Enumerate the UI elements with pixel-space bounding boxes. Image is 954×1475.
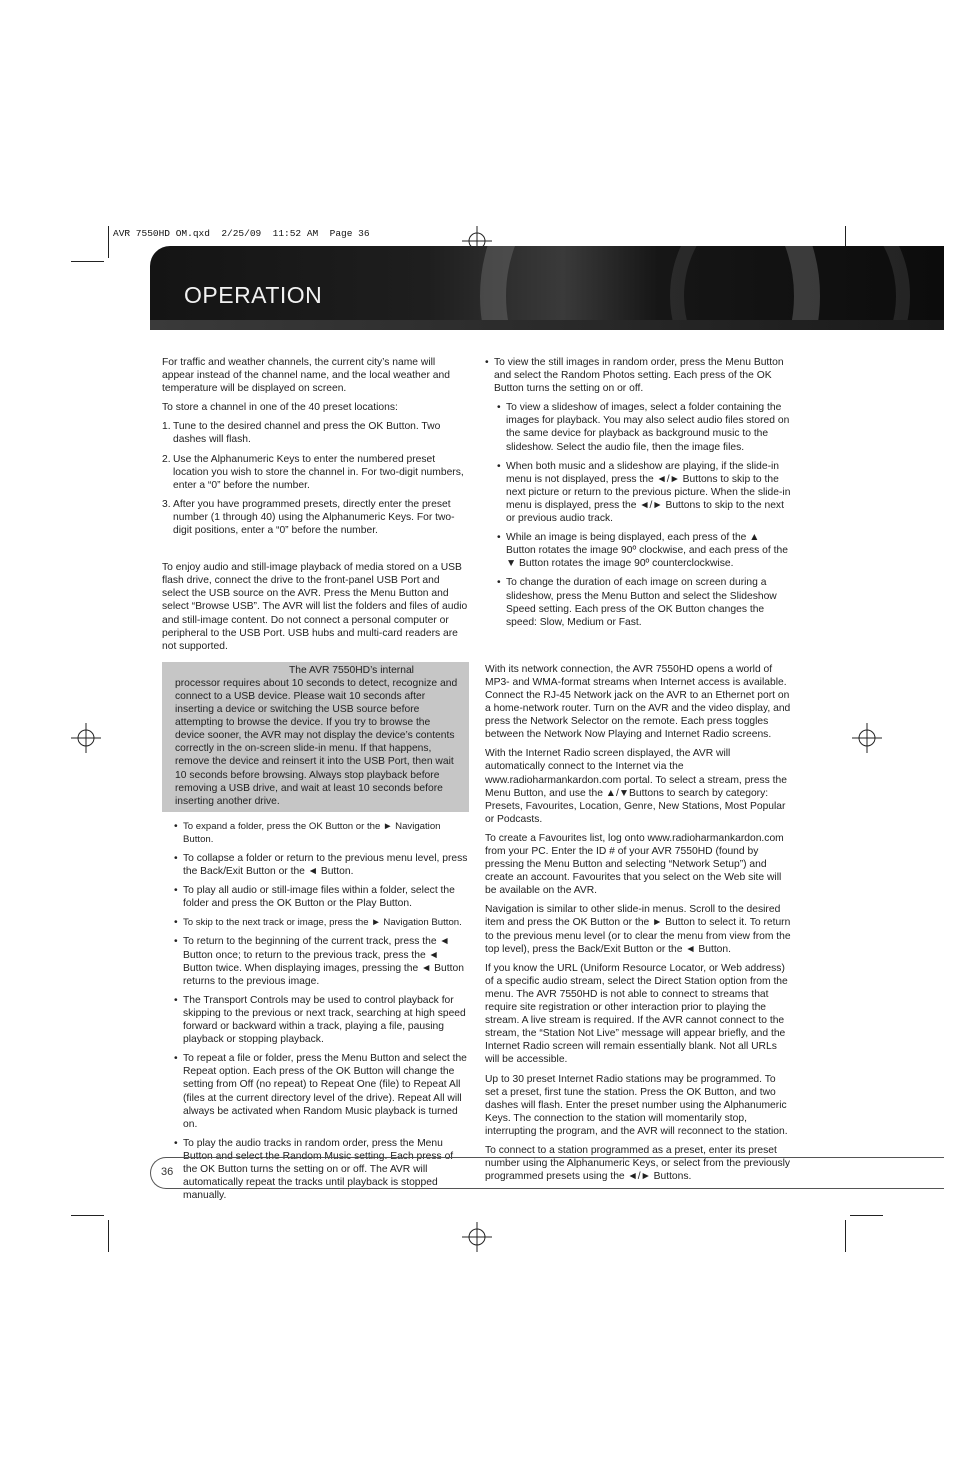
note-box <box>162 662 469 812</box>
footer-bar <box>150 1157 944 1189</box>
list-item-text: To change the duration of each image on screen during a slideshow, press the Menu Button and select the Slideshow Speed setting. Each press of the OK Button changes the speed: Slow, Medium or Fast. <box>506 577 777 628</box>
list-item: • To change the duration of each image on screen during a slideshow, press the Menu Button and select the Slideshow Speed setting. Each press of the OK Button changes the speed: Slow, Medium or Fast. <box>497 577 777 628</box>
crop-mark <box>850 1215 883 1216</box>
list-item-text: To collapse a folder or return to the previous menu level, press the Back/Exit Button or the ◄ Button. <box>183 853 468 878</box>
list-item-text: The Transport Controls may be used to control playback for skipping to the previous or next track, searching at high speed forward or backward within a track, playing a file, pausing playback or stopping playback. <box>183 994 466 1046</box>
registration-mark-icon <box>462 1222 492 1252</box>
list-item: • To view the still images in random order, press the Menu Button and select the Random Photos setting. Each press of the OK Button turns the setting on or off. <box>485 357 784 395</box>
page-number: 36 <box>161 1166 174 1178</box>
list-item-text: When both music and a slideshow are playing, if the slide-in menu is not displayed, press the ◄/► Buttons to skip to the next picture or return to the previous picture. When the slide-in menu is displayed, press the ◄/► Buttons to skip to the next or previous audio track. <box>506 460 791 525</box>
list-item: • To expand a folder, press the OK Button or the ► Navigation Button. <box>174 820 441 845</box>
list-item-text: To view a slideshow of images, select a folder containing the images for playback. You may also select audio files stored on the same device for playback as background music to the slideshow. Select the audio file, then the image files. <box>506 402 790 453</box>
paragraph: To enjoy audio and still-image playback of media stored on a USB flash drive, connect the drive to the front-panel USB Port and select the USB source on the AVR. Press the Menu Button and select “Browse USB”. The AVR will list the folders and files of audio and still-image content. Do not connect a personal computer or peripheral to the USB Port. USB hubs and multi-card readers are not supported. <box>162 562 468 652</box>
list-item-text: Use the Alphanumeric Keys to enter the numbered preset location you wish to store the channel in. For two-digit numbers, enter a “0” before the number. <box>173 453 464 491</box>
list-item-text: To view the still images in random order, press the Menu Button and select the Random Photos setting. Each press of the OK Button turns the setting on or off. <box>494 357 784 395</box>
list-item-text: To play the audio tracks in random order, press the Menu Button and select the Random Music setting. Each press of the OK Button turns the setting on or off. The AVR will automatically repeat the tracks until playback is stopped manually. <box>183 1137 454 1202</box>
left-column <box>162 356 469 1208</box>
sub-bullet-list <box>497 401 791 629</box>
list-number: 3. <box>162 498 171 510</box>
paragraph: To store a channel in one of the 40 preset locations: <box>162 402 398 414</box>
paragraph: If you know the URL (Uniform Resource Locator, or Web address) of a specific audio stream, select the Direct Station option from the menu. The AVR 7550HD is not able to connect to streams that require site registration or other interaction prior to playing the stream. A live stream is required. If the AVR cannot connect to the stream, the “Station Not Live” message will appear briefly, and the Internet Radio screen will remain essentially blank. Not all URLs will be accessible. <box>485 962 788 1066</box>
list-item-text: To expand a folder, press the OK Button or the ► Navigation Button. <box>183 820 441 845</box>
list-item <box>162 498 469 537</box>
list-item: • To return to the beginning of the current track, press the ◄ Button once; to return to the previous track, press the ◄ Button twice. When displaying images, pressing the ◄ Button returns to the previous image. <box>174 936 464 987</box>
crop-mark <box>71 261 104 262</box>
numbered-list <box>162 420 469 537</box>
list-item: • To skip to the next track or image, press the ► Navigation Button. <box>174 917 462 929</box>
list-item-text: While an image is being displayed, each press of the ▲ Button rotates the image 90º clockwise, and each press of the ▼ Button rotates the image 90º counterclockwise. <box>506 532 788 570</box>
banner-decoration <box>670 246 910 330</box>
crop-mark <box>71 1215 104 1216</box>
paragraph: With its network connection, the AVR 7550HD opens a world of MP3- and WMA-format streams when Internet access is available. Connect the RJ-45 Network jack on the AVR to an Ethernet port on a home-network router. Turn on the AVR and the video display, and press the Network Selector on the remote. Each press toggles between the Network Now Playing and Internet Radio screens. <box>485 663 791 741</box>
list-item <box>162 453 469 492</box>
list-item-text: After you have programmed presets, directly enter the preset number (1 through 40) using the Alphanumeric Keys. For two-digit positions, enter a “0” before the number. <box>173 498 455 537</box>
section-banner <box>150 246 944 330</box>
list-number: 1. <box>162 421 171 433</box>
note-text: The AVR 7550HD’s internal processor requires about 10 seconds to detect, recognize and connect to a USB device. Please wait 10 seconds after inserting a device or switching the USB source before attempting to browse the device. If you try to browse the device sooner, the AVR may not display the device’s contents correctly in the on-screen slide-in menu. If that happens, remove the device and reinsert it into the USB Port, then wait 10 seconds before browsing. Always stop playback before removing a USB drive, and wait at least 10 seconds before inserting another drive. <box>175 664 458 807</box>
list-item: • To collapse a folder or return to the previous menu level, press the Back/Exit Button or the ◄ Button. <box>174 853 468 878</box>
list-item-text: To play all audio or still-image files within a folder, select the folder and press the OK Button or the Play Button. <box>183 885 455 910</box>
paragraph: To create a Favourites list, log onto www.radioharmankardon.com from your PC. Enter the ID # of your AVR 7550HD (found by pressing the Menu Button and selecting “Network Setup”) and create an account. Favourites that you select on the Web site will be available on the AVR. <box>485 832 784 897</box>
list-item: • To view a slideshow of images, select a folder containing the images for playback. You may also select audio files stored on the same device for playback as background music to the slideshow. Select the audio file, then the image files. <box>497 402 790 453</box>
list-item: • The Transport Controls may be used to control playback for skipping to the previous or next track, searching at high speed forward or backward within a track, playing a file, pausing playback or stopping playback. <box>174 994 466 1046</box>
crop-mark <box>108 226 109 258</box>
registration-mark-icon <box>852 723 882 753</box>
list-item: • To play the audio tracks in random order, press the Menu Button and select the Random Music setting. Each press of the OK Button turns the setting on or off. The AVR will automatically repeat the tracks until playback is stopped manually. <box>174 1137 454 1202</box>
paragraph: To connect to a station programmed as a preset, enter its preset number using the Alphanumeric Keys, or select from the previously programmed presets using the ◄/► Buttons. <box>485 1144 791 1183</box>
list-item-text: To repeat a file or folder, press the Menu Button and select the Repeat option. Each press of the OK Button will change the setting from Off (no repeat) to Repeat One (file) to Repeat All (files at the current directory level of the drive). Repeat All will always be activated when Random Music playback is turned on. <box>183 1053 467 1130</box>
paragraph: Navigation is similar to other slide-in menus. Scroll to the desired item and press the OK Button or the ► Button to select it. To return to the previous menu level (or to clear the menu from view from the top level), press the Back/Exit Button or the ◄ Button. <box>485 904 791 955</box>
right-column <box>485 356 791 1189</box>
paragraph: Up to 30 preset Internet Radio stations may be programmed. To set a preset, first tune the station. Press the OK Button, and two dashes will flash. Enter the preset number using the Alphanumeric Keys. The connection to the station will momentarily stop, interrupting the program, and the AVR will reconnect to the station. <box>485 1073 788 1137</box>
paragraph: With the Internet Radio screen displayed, the AVR will automatically connect to the Internet via the www.radioharmankardon.com portal. To select a stream, press the Menu Button, and use the ▲/▼Buttons to search by category: Presets, Favourites, Location, Genre, New Stations, Most Popular or Podcasts. <box>485 748 787 825</box>
list-item-text: Tune to the desired channel and press the OK Button. Two dashes will flash. <box>173 421 441 446</box>
list-item: • When both music and a slideshow are playing, if the slide-in menu is not displayed, press the ◄/► Buttons to skip to the next picture or return to the previous picture. When the slide-in menu is displayed, press the ◄/► Buttons to skip to the next or previous audio track. <box>497 460 791 525</box>
paragraph: For traffic and weather channels, the current city’s name will appear instead of the channel name, and the local weather and temperature will be displayed on screen. <box>162 357 450 395</box>
registration-mark-icon <box>71 723 101 753</box>
banner-band <box>150 320 944 330</box>
list-number: 2. <box>162 453 171 465</box>
list-item: • To play all audio or still-image files within a folder, select the folder and press the OK Button or the Play Button. <box>174 885 455 910</box>
crop-mark <box>845 1220 846 1252</box>
list-item-text: To return to the beginning of the current track, press the ◄ Button once; to return to the previous track, press the ◄ Button twice. When displaying images, pressing the ◄ Button returns to the previous image. <box>183 936 464 987</box>
list-item-text: To skip to the next track or image, press the ► Navigation Button. <box>183 917 462 929</box>
crop-mark <box>108 1220 109 1252</box>
bullet-list <box>174 820 469 1202</box>
print-slug: AVR 7550HD OM.qxd 2/25/09 11:52 AM Page 36 <box>113 228 370 239</box>
list-item <box>162 420 469 446</box>
list-item: • To repeat a file or folder, press the Menu Button and select the Repeat option. Each press of the OK Button will change the setting from Off (no repeat) to Repeat One (file) to Repeat All (files at the current directory level of the drive). Repeat All will always be activated when Random Music playback is turned on. <box>174 1053 467 1130</box>
page-title: OPERATION <box>184 282 323 308</box>
list-item: • While an image is being displayed, each press of the ▲ Button rotates the image 90º clockwise, and each press of the ▼ Button rotates the image 90º counterclockwise. <box>497 532 788 570</box>
